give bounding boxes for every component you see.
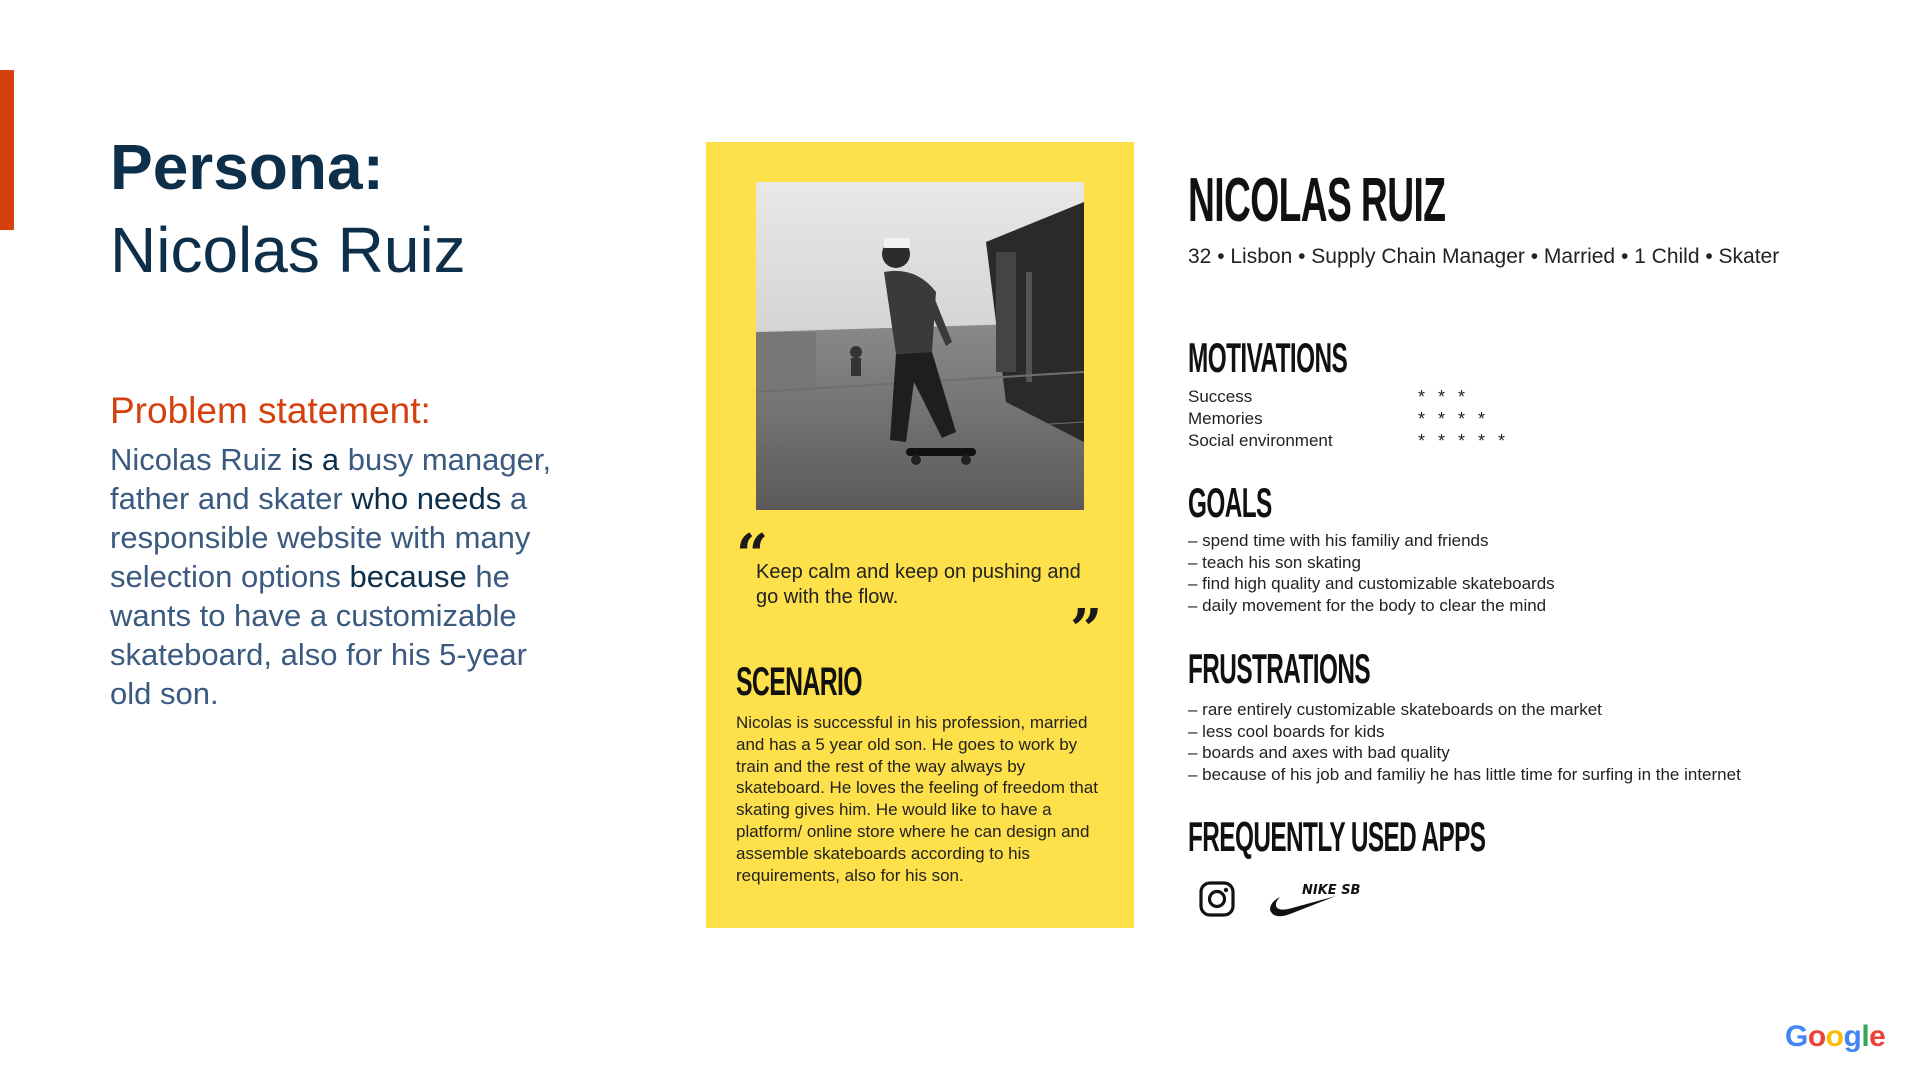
persona-photo xyxy=(756,182,1084,510)
problem-statement-heading: Problem statement: xyxy=(110,390,431,431)
scenario-heading: SCENARIO xyxy=(736,660,862,704)
frustrations-list xyxy=(1188,699,1888,785)
quote-open-icon: “ xyxy=(736,522,769,588)
frustrations-heading: FRUSTRATIONS xyxy=(1188,645,1371,692)
goals-list xyxy=(1188,530,1888,616)
problem-statement-text xyxy=(110,440,570,713)
problem-keyword: is a xyxy=(290,442,340,477)
apps-list xyxy=(1198,880,1398,920)
persona-demographics: 32 • Lisbon • Supply Chain Manager • Married • 1 Child • Skater xyxy=(1188,245,1780,268)
list-item: – spend time with his familiy and friends xyxy=(1188,531,1489,550)
google-logo-letter: g xyxy=(1843,1020,1862,1053)
persona-card xyxy=(706,142,1134,928)
google-logo-letter: o xyxy=(1825,1020,1844,1053)
nike-sb-logo-text: NIKE SB xyxy=(1302,883,1361,898)
motivation-rating: * * * * xyxy=(1418,409,1490,429)
persona-name: NICOLAS RUIZ xyxy=(1188,166,1446,235)
skater-photo-illustration xyxy=(756,182,1084,510)
nike-sb-icon xyxy=(1268,880,1361,920)
list-item: – teach his son skating xyxy=(1188,552,1361,572)
list-item: – boards and axes with bad quality xyxy=(1188,743,1450,763)
problem-part: he wants to have a customizable skateboard, also for his 5-year old son. xyxy=(110,559,527,711)
motivation-rating: * * * xyxy=(1418,387,1470,407)
google-logo-letter: G xyxy=(1785,1020,1808,1053)
page-title: Persona: xyxy=(110,131,384,203)
motivation-row xyxy=(1188,431,1588,453)
page-subtitle: Nicolas Ruiz xyxy=(110,214,466,286)
list-item: – less cool boards for kids xyxy=(1188,721,1385,741)
scenario-text: Nicolas is successful in his profession, married and has a 5 year old son. He goes to work by train and the rest of the way always by skateboard. He loves the feeling of freedom that skating gives him. He would like to have a platform/ online store where he can design and assemble skateboards according to his requirements, also for his son. xyxy=(736,713,1098,885)
problem-keyword: who needs xyxy=(351,481,502,516)
goals-heading: GOALS xyxy=(1188,479,1272,526)
motivation-rating: * * * * * xyxy=(1418,431,1510,451)
google-logo-letter: l xyxy=(1861,1020,1870,1053)
problem-part: a responsible website with many selection options xyxy=(110,481,531,594)
list-item: – because of his job and familiy he has little time for surfing in the internet xyxy=(1188,764,1741,784)
problem-keyword: because xyxy=(349,559,467,594)
instagram-icon xyxy=(1198,880,1236,918)
motivation-label: Memories xyxy=(1188,409,1263,428)
accent-bar xyxy=(0,70,14,230)
list-item: – find high quality and customizable skateboards xyxy=(1188,574,1555,594)
list-item: – daily movement for the body to clear the mind xyxy=(1188,595,1547,615)
motivation-row xyxy=(1188,409,1588,431)
problem-part: busy manager, father and skater xyxy=(110,442,552,516)
list-item: – rare entirely customizable skateboards on the market xyxy=(1188,700,1602,719)
problem-part: Nicolas Ruiz xyxy=(110,442,291,477)
motivation-label: Social environment xyxy=(1188,431,1333,450)
motivation-label: Success xyxy=(1188,387,1253,406)
motivation-row xyxy=(1188,387,1588,409)
quote-close-icon: ” xyxy=(1070,597,1103,663)
google-logo xyxy=(1785,1022,1885,1052)
google-logo-letter: o xyxy=(1807,1020,1826,1053)
apps-heading: FREQUENTLY USED APPS xyxy=(1188,813,1486,860)
motivations-heading: MOTIVATIONS xyxy=(1188,334,1348,381)
persona-quote: Keep calm and keep on pushing and go with the flow. xyxy=(756,561,1081,608)
google-logo-letter: e xyxy=(1869,1020,1886,1053)
